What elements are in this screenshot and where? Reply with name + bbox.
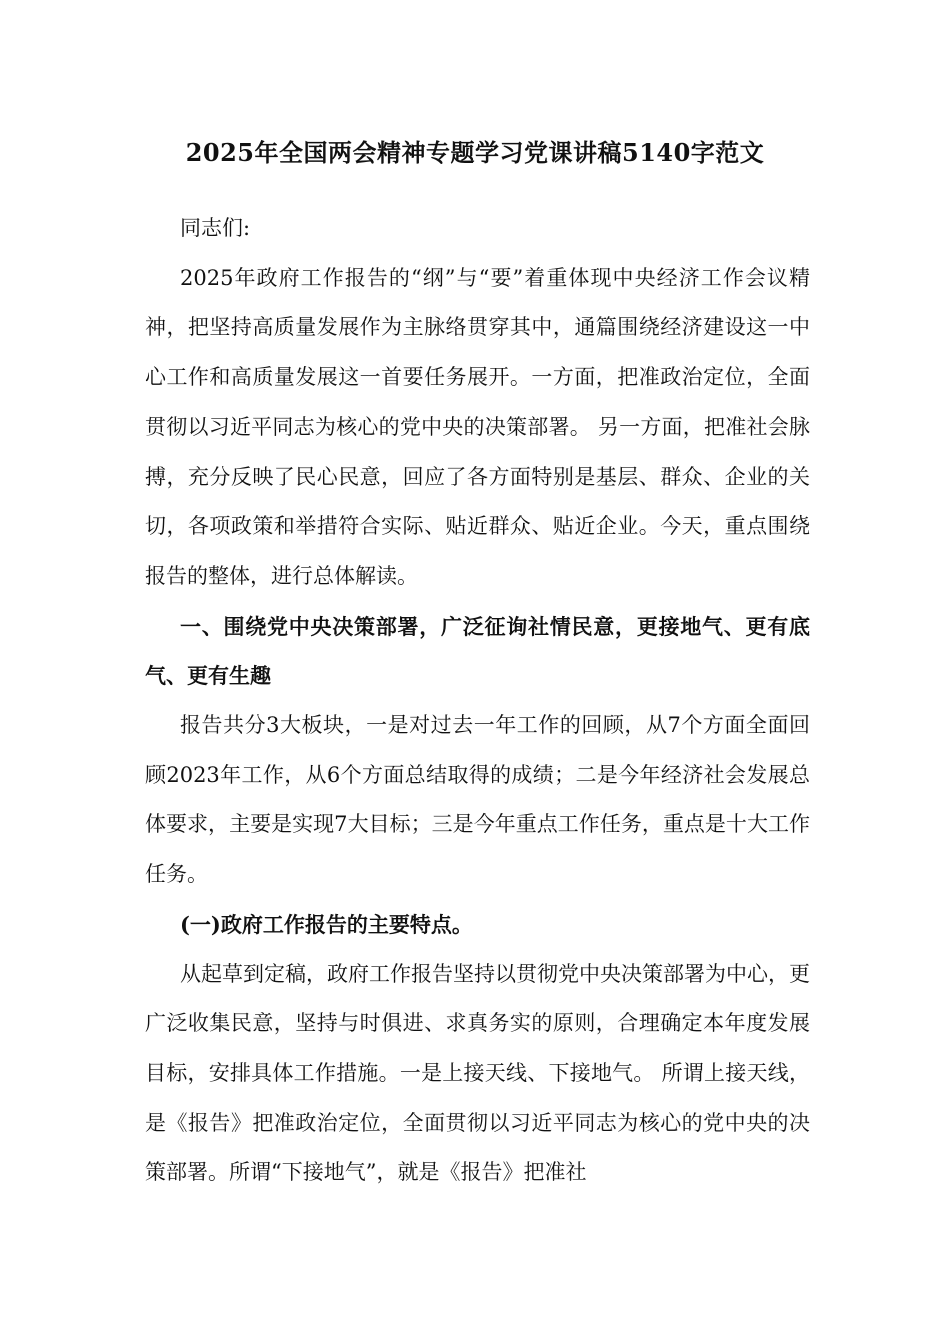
document-body: [145, 204, 810, 1198]
report-structure-paragraph: 报告共分3大板块，一是对过去一年工作的回顾，从7个方面全面回顾2023年工作，从6个方面总结取得的成绩；二是今年经济社会发展总体要求，主要是实现7大目标；三是今年重点工作任务，重点是十大工作任务。: [145, 713, 810, 887]
subsection-heading-1: (一)政府工作报告的主要特点。: [180, 911, 473, 937]
document-title: 2025年全国两会精神专题学习党课讲稿5140字范文: [185, 138, 765, 167]
section-heading-1: 一、围绕党中央决策部署，广泛征询社情民意，更接地气、更有底气、更有生趣: [145, 613, 810, 689]
intro-paragraph: 2025年政府工作报告的“纲”与“要”着重体现中央经济工作会议精神，把坚持高质量发展作为主脉络贯穿其中，通篇围绕经济建设这一中心工作和高质量发展这一首要任务展开。一方面，把准政治定位，全面贯彻以习近平同志为核心的党中央的决策部署。 另一方面，把准社会脉搏，充分反映了民心民意，回应了各方面特别是基层、群众、企业的关切，各项政策和举措符合实际、贴近群众、贴近企业。今天，重点围绕报告的整体，进行总体解读。: [145, 265, 810, 588]
features-paragraph: 从起草到定稿，政府工作报告坚持以贯彻党中央决策部署为中心，更广泛收集民意，坚持与时俱进、求真务实的原则，合理确定本年度发展目标，安排具体工作措施。一是上接天线、下接地气。 所谓上接天线，是《报告》把准政治定位，全面贯彻以习近平同志为核心的党中央的决策部署。所谓“下接地气”，就是《报告》把准社: [145, 961, 810, 1185]
greeting-paragraph: 同志们:: [180, 216, 251, 240]
